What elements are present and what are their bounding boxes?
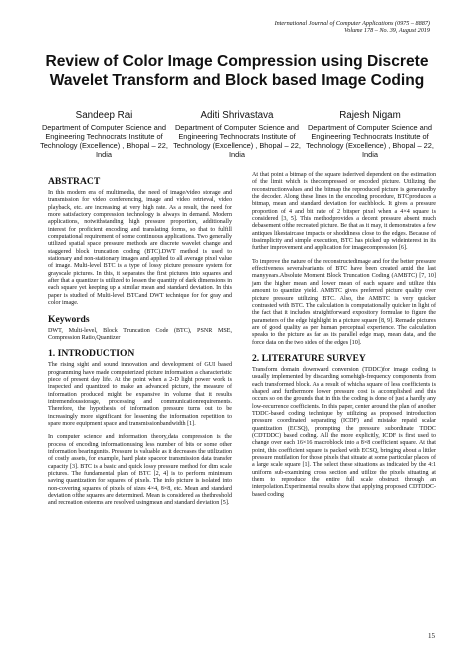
page-number: 15 (428, 632, 435, 640)
left-column (48, 176, 232, 514)
abstract-text: In this modern era of multimedia, the need of image/video storage and transmission for video conferencing, image and video retrieval, video playback, etc. are increasing at very high rate. As a result, the need for more satisfactory compression technology is always in demand. Modern applications, notwithstanding high pressure proportion, additionally interest for proficient encoding and translating forms, so that to fulfill computational requirement of some continuous applications. Two generally utilized spatial space pressure methods are discrete wavelet change and staggered block truncation coding (BTC).DWT method is used to stationary and non-stationary images and applied to all average pixel value of image. Multi-level BTC is a type of lossy picture pressure system for grayscale pictures. In this, it separates the first pictures into squares and after that a quantizer is utilized to lessen the quantity of dark dimensions in each square yet keeping up a similar mean and standard deviation. In this paper is studied of Multi-level BTCand DWT technique for for gray and color image. (48, 190, 232, 307)
paper-title: Review of Color Image Compression using Discrete Wavelet Transform and Block based Image Coding (45, 53, 429, 89)
right-column (252, 172, 436, 505)
author-name: Sandeep Rai (75, 110, 133, 121)
keywords-text: DWT, Multi-level, Block Truncation Code (BTC), PSNR MSE, Compression Ratio,Quantizer (48, 327, 232, 341)
abstract-heading: ABSTRACT (48, 176, 101, 187)
author-name: Rajesh Nigam (339, 110, 401, 121)
literature-survey-heading: 2. LITERATURE SURVEY (252, 352, 366, 364)
author-affiliation: Department of Computer Science and Engineering Technocrats Institute of Technology (Excellence) , Bhopal – 22, India (173, 123, 301, 159)
journal-name: International Journal of Computer Applications (0975 – 8887) (274, 20, 430, 27)
author-1 (38, 110, 170, 160)
author-affiliation: Department of Computer Science and Engineering Technocrats Institute of Technology (Excellence) , Bhopal – 22, India (306, 123, 434, 159)
body-paragraph-1: At that point a bitmap of the square isderived dependent on the estimation of the limit which is thecompressed or encoded picture. Utilizing the reconstructionvalues and the bitmap the reproduced picture is generatedby the decoder. Along these lines in the encoding procedure, BTCproduces a bitmap, mean and standard deviation for eachblock. It gives a pressure proportion of 4 and bit rate of 2 bitsper pixel when a 4×4 square is considered [3, 5]. This methodprovides a decent pressure absent much debasement ofthe recreated picture. Be that as it may, it demonstrates a few antiques likestaircase impacts or shoddiness close to the edges. Because of itssimplicity and simple execution, BTC has picked up wideinterest in its further improvement and application for imagecompression [6]. (252, 172, 436, 252)
keywords-heading: Keywords (48, 313, 90, 325)
author-name: Aditi Shrivastava (200, 110, 274, 121)
introduction-paragraph-2: In computer science and information theory,data compression is the process of encoding informationusing less number of bits or some other information bearingunits. Pressure is valuable as it decreases the utilization of costly assets, for example, hard plate spaceor transmission data transfer capacity [3]. BTC is a basic and quick lossy pressure method for dim scale pictures. The fundamental plan of BTC [2, 4] is to perform minimum saving quantization for squares of pixels. The info picture is isolated into non-covering squares of pixels of sizes 4×4, 8×8, etc. Mean and standard deviation ofthe squares are determined. Mean is considered as thethreshold and recreation esteems are resolved usingmean and standard deviation [5]. (48, 434, 232, 507)
author-2 (171, 110, 303, 160)
journal-volume: Volume 178 – No. 39, August 2019 (344, 27, 430, 35)
author-3 (304, 110, 436, 160)
literature-survey-paragraph: Transform domain downward conversion (TDDC)for image coding is usually implemented by discarding somehigh-frequency components from each transformed block. As a result of whicha square of less coefficients is shaped and furthermore lower pressure cost is accomplished and this occurs so on the grounds that in this the coding is done of just a hardly any low-recurrence coefficients. In this paper, center around the plan of another TDDC-based coding technique by utilizing as proposed introduction pressure coordinated separating (ICDF) and mistake repaid scalar quantization (ECSQ), prompting the pressure subordinate TDDC (CDTDDC) based coding. All the more explicitly, ICDF is first used to change over each 16×16 macroblock into a 8×8 coefficient square. At that point, this coefficient square is packed with ECSQ, bringing about a littler pressure mutilation for those pixels that situate at some particular places of a large scale square [1]. The select these situations as indicated by the 4:1 uniform sub-examining cross section and utilize the pixels situating at them to reproduce the entire full scale obstruct through an interpolation.Experimental results show that applying proposed CDTDDC-based coding (252, 366, 436, 498)
journal-header (275, 20, 430, 35)
introduction-heading: 1. INTRODUCTION (48, 348, 135, 360)
author-list (38, 110, 436, 160)
body-paragraph-2: To improve the nature of the reconstructedimage and for the better pressure effectiveness severalvariants of BTC have been created amid the last manyyears.Absolute Moment Block Truncation Coding (AMBTC) [7, 10] jam the higher mean and lower mean of each square and utilize this amount to quantize yield. AMBTC gives preferred picture quality over picture pressure utilizing BTC. Also, the AMBTC is very quicker contrasted with BTC. The calculation is computationally quicker in light of the fact that it includes straightforward expository formulae to figure the parameters of the edge highlight in a picture square [8, 9]. Remade pictures are of good quality as per human perceptual experience. The calculation speaks to the picture as far as its parallel edge map, mean data, and the force data on the two sides of the edges [10]. (252, 258, 436, 346)
introduction-paragraph-1: The rising sight and sound innovation and development of GUI based programming have made computerized picture information a characteristic piece of present day life. At the point when a 2-D light power work is inspected and quantized to make an advanced picture, the measure of information produced might be expansive in volume that it results intremendousstorage, processing and communicationrequirements. Therefore, the hypothesis of information pressure turns out to be increasingly more significant for lessening the information repetition to spare more equipment space and transmissionbandwidth [1]. (48, 362, 232, 427)
author-affiliation: Department of Computer Science and Engineering Technocrats Institute of Technology (Excellence) , Bhopal – 22, India (40, 123, 168, 159)
